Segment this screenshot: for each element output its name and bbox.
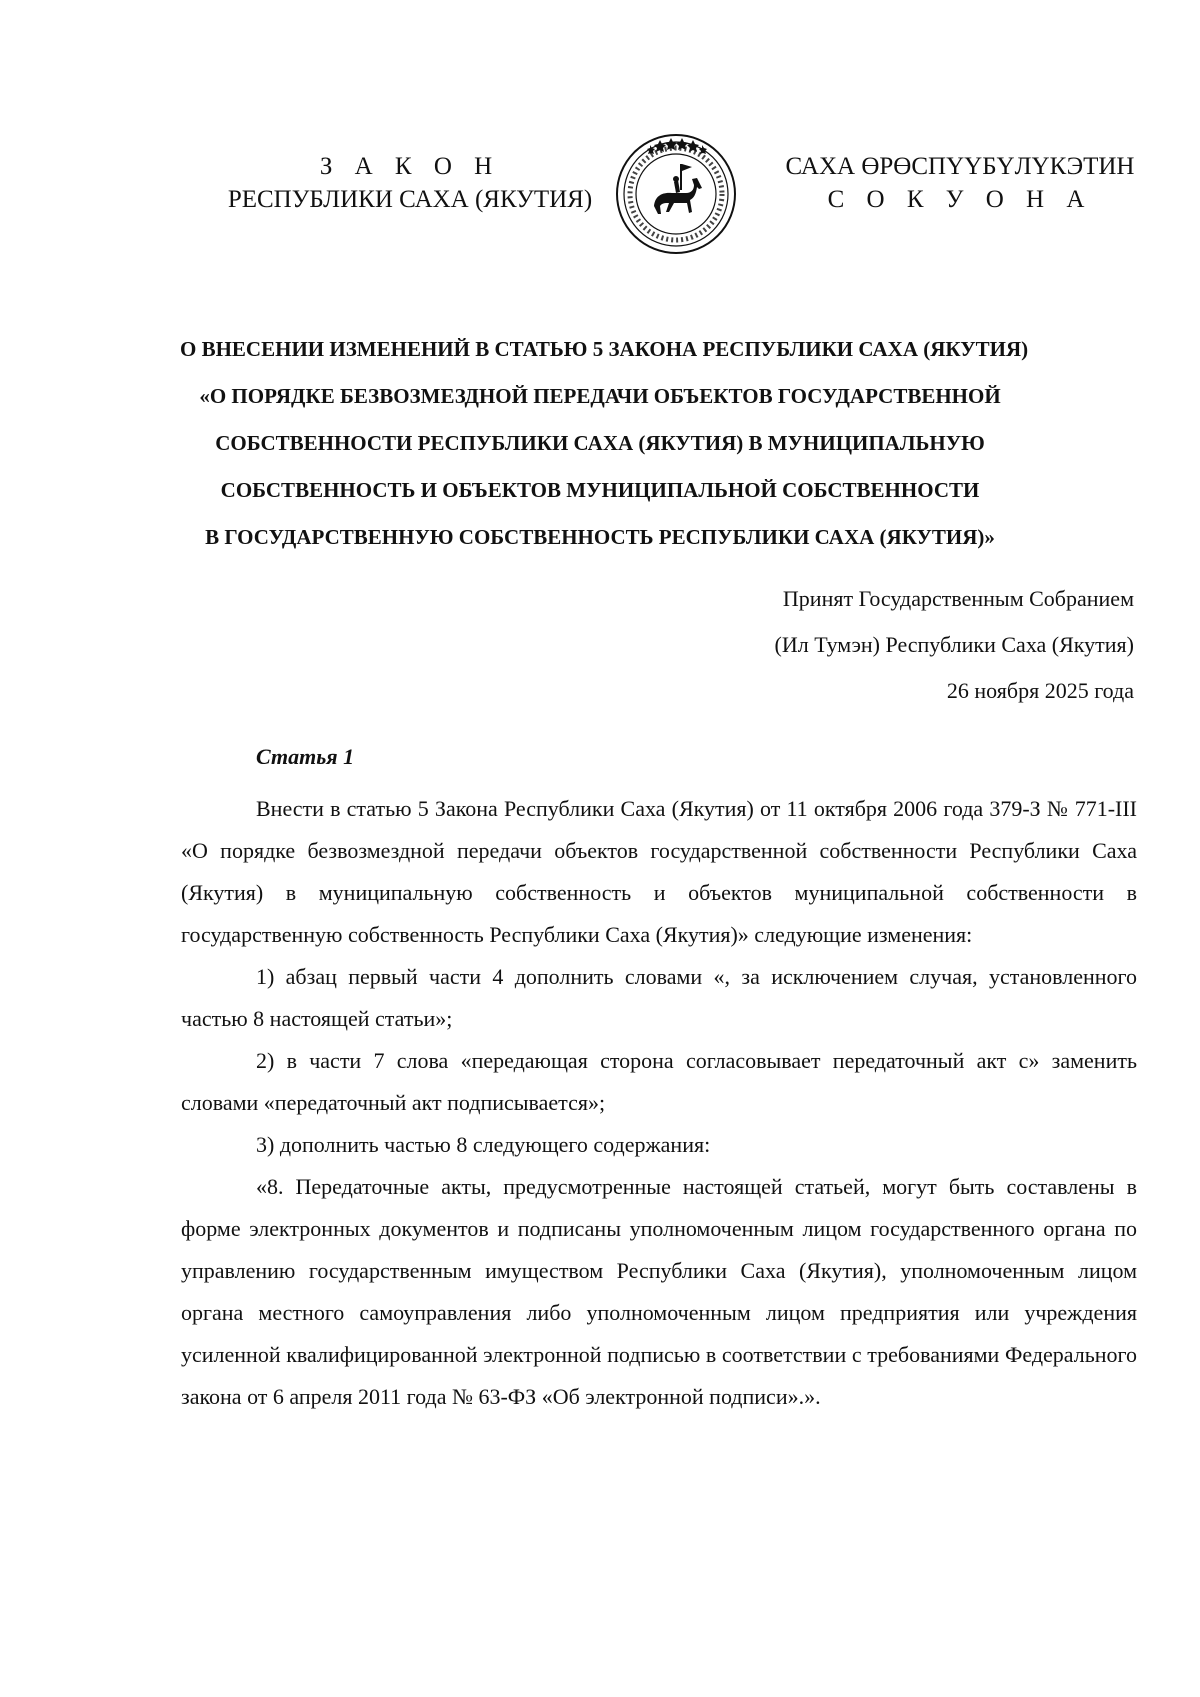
- adoption-line: Принят Государственным Собранием: [782, 586, 1134, 611]
- title-line: «О ПОРЯДКЕ БЕЗВОЗМЕЗДНОЙ ПЕРЕДАЧИ ОБЪЕКТОВ ГОСУДАРСТВЕННОЙ: [199, 384, 1001, 408]
- title-line: СОБСТВЕННОСТЬ И ОБЪЕКТОВ МУНИЦИПАЛЬНОЙ СОБСТВЕННОСТИ: [220, 478, 980, 502]
- coat-of-arms-icon: [614, 132, 738, 256]
- header-sakha-law: С О К У О Н А: [827, 186, 1093, 213]
- law-title: [180, 326, 1029, 561]
- title-line: СОБСТВЕННОСТИ РЕСПУБЛИКИ САХА (ЯКУТИЯ) В МУНИЦИПАЛЬНУЮ: [215, 431, 985, 455]
- header-left: [215, 150, 605, 216]
- article-heading: Статья 1: [256, 744, 355, 769]
- header-law-label: З А К О Н: [319, 153, 501, 180]
- header-republic-name: РЕСПУБЛИКИ САХА (ЯКУТИЯ): [227, 186, 593, 213]
- article-body: [181, 788, 1137, 1418]
- article-paragraph: «8. Передаточные акты, предусмотренные настоящей статьей, могут быть составлены в форме электронных документов и подписаны уполномоченным лицом государственного органа по управлению государственным имуществом Республики Саха (Якутия), уполномоченным лицом органа местного самоуправления либо уполномоченным лицом предприятия или учреждения усиленной квалифицированной электронной подписью в соответствии с требованиями Федерального закона от 6 апреля 2011 года № 63-ФЗ «Об электронной подписи».».: [181, 1174, 1137, 1409]
- header-sakha-republic: САХА ӨРӨСПҮҮБҮЛҮКЭТИН: [785, 153, 1135, 180]
- title-line: В ГОСУДАРСТВЕННУЮ СОБСТВЕННОСТЬ РЕСПУБЛИКИ САХА (ЯКУТИЯ)»: [205, 525, 995, 549]
- article-paragraph: 1) абзац первый части 4 дополнить словами «, за исключением случая, установленного частью 8 настоящей статьи»;: [181, 964, 1137, 1031]
- adoption-note: [634, 576, 1134, 714]
- adoption-date: 26 ноября 2025 года: [946, 678, 1134, 703]
- article-paragraph: Внести в статью 5 Закона Республики Саха (Якутия) от 11 октября 2006 года 379-З № 771-III «О порядке безвозмездной передачи объектов государственной собственности Республики Саха (Якутия) в муниципальную собственность и объектов муниципальной собственности в государственную собственность Республики Саха (Якутия)» следующие изменения:: [181, 796, 1137, 947]
- header-right: [770, 150, 1150, 216]
- adoption-line: (Ил Тумэн) Республики Саха (Якутия): [774, 632, 1134, 657]
- article-paragraph: 3) дополнить частью 8 следующего содержания:: [256, 1132, 711, 1157]
- article-paragraph: 2) в части 7 слова «передающая сторона согласовывает передаточный акт с» заменить словами «передаточный акт подписывается»;: [181, 1048, 1137, 1115]
- title-line: О ВНЕСЕНИИ ИЗМЕНЕНИЙ В СТАТЬЮ 5 ЗАКОНА РЕСПУБЛИКИ САХА (ЯКУТИЯ): [180, 337, 1029, 361]
